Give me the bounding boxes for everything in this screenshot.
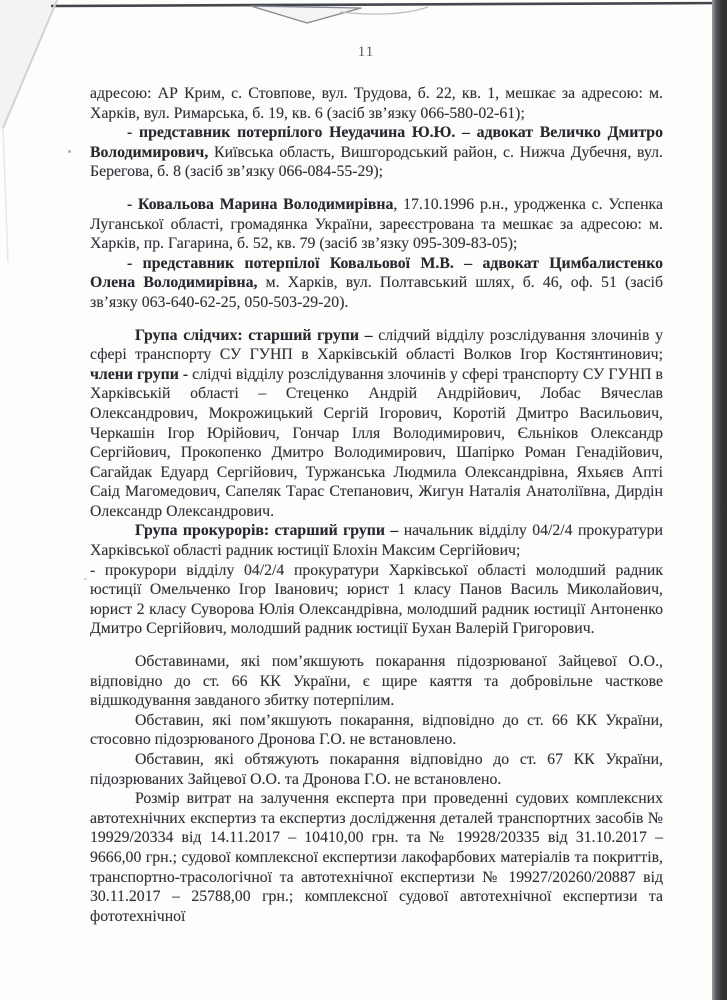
scan-edge-right — [712, 0, 727, 1000]
paragraph-p11 — [90, 789, 663, 926]
text-run: , 17.10.1996 р.н., уродженка с. Успенка Луганської області, громадянка України, зареєстрована та мешкає за адресою: м. Харків, пр. Гагарина, б. 52, кв. 79 (засіб зв’язку 095-309-83-05); — [90, 195, 663, 253]
text-run: Київська область, Вишгородський район, с. Нижча Дубечня, вул. Берегова, б. 8 (засіб зв’язку 066-084-55-29); — [90, 143, 663, 181]
paragraph-p2 — [90, 123, 663, 182]
text-run: слідчий відділу розслідування злочинів у сфері транспорту СУ ГУНП в Харківській області Волков Ігор Костянтинович; — [90, 326, 663, 364]
scan-speck — [68, 150, 71, 153]
paragraph-p8 — [90, 652, 663, 711]
scan-edge-top — [51, 3, 727, 6]
paragraph-p1 — [90, 84, 663, 123]
text-run: Обставин, які обтяжують покарання відповідно до ст. 67 КК України, підозрюваних Зайцевої О.О. та Дронова Г.О. не встановлено. — [90, 751, 663, 788]
paragraph-p6 — [90, 521, 663, 560]
text-run: начальник відділу 04/2/4 прокуратури Харківської області радник юстиції Блохін Максим Сергійович; — [90, 522, 664, 560]
scan-speck — [84, 578, 87, 580]
paragraph-p7 — [90, 561, 663, 639]
corner-fold-shadow — [0, 0, 55, 132]
page-fold-highlight — [340, 7, 428, 14]
paragraph-p5 — [90, 326, 663, 522]
text-run-bold: - Ковальова Марина Володимирівна — [127, 195, 394, 213]
text-run-bold: - представник потерпілого Неудачина Ю.Ю. – адвокат Величко Дмитро Володимирович, — [90, 124, 663, 161]
text-run-bold: - представник потерпілої Ковальової М.В. – адвокат Цимбалистенко Олена Володимирівна, — [90, 254, 663, 292]
text-run: Обставинами, які пом’якшують покарання підозрюваної Зайцевої О.О., відповідно до ст. 66 КК України, є щире каяття та добровільне часткове відшкодування завданого збитку потерпілим. — [90, 653, 663, 710]
text-run: Розмір витрат на залучення експерта при проведенні судових комплексних автотехнічних експертиз та експертиз дослідження деталей транспортних засобів № 19929/20334 від 14.11.2017 – 10410,00 грн. та № 19928/20335 від 31.10.2017 – 9666,00 грн.; судової комплексної експертизи лакофарбових матеріалів та покриттів, транспортно-трасологічної та автотехнічної експертизи № 19927/20260/20887 від 30.11.2017 – 25788,00 грн.; комплексної судової автотехнічної експертизи та фототехнічної — [90, 790, 663, 925]
text-run-bold: Група прокурорів: старший групи – — [135, 522, 399, 540]
page-crease-faint — [3, 128, 8, 262]
text-run: - прокурори відділу 04/2/4 прокуратури Харківської області молодший радник юстиції Омельченко Ігор Іванович; юрист 1 класу Панов Василь Миколайович, юрист 2 класу Суворова Юлія Олександрівна, молодший радник юстиції Антоненко Дмитро Сергійович, молодший радник юстиції Бухан Валерій Григорович. — [90, 561, 663, 638]
text-run: м. Харків, вул. Полтавський шлях, б. 46, оф. 51 (засіб зв’язку 063-640-62-25, 050-503-29-20). — [90, 274, 663, 311]
text-run: слідчі відділу розслідування злочинів у сфері транспорту СУ ГУНП в Харківській області – Стеценко Андрій Андрійович, Лобас Вячеслав Олександрович, Мокрожицький Сергій Ігорович, Коротій Дмитро Васильович, Черкашін Ігор Юрійович, Гончар Ілля Володимирович, Єльніков Олександр Сергійович, Прокопенко Дмитро Володимирович, Шапірко Роман Генадійович, Сагайдак Едуард Сергійович, Туржанська Людмила Олександрівна, Яхьяєв Апті Саід Магомедович, Сапеляк Тарас Степанович, Жигун Наталія Анатоліївна, Дирдін Олександр Олександрович. — [90, 365, 664, 520]
page-number: 11 — [357, 44, 375, 60]
text-run-bold: члени групи - — [90, 365, 189, 383]
text-run-bold: Група слідчих: старший групи – — [135, 326, 373, 344]
text-run: Обставин, які пом’якшують покарання, відповідно до ст. 66 КК України, стосовно підозрюваного Дронова Г.О. не встановлено. — [90, 711, 663, 749]
paragraph-p4 — [90, 254, 663, 313]
paragraph-p3 — [90, 195, 663, 254]
paragraph-p10 — [90, 750, 663, 789]
text-run: адресою: АР Крим, с. Стовпове, вул. Трудова, б. 22, кв. 1, мешкає за адресою: м. Харків, вул. Римарська, б. 19, кв. 6 (засіб зв’язку 066-580-02-61); — [90, 85, 663, 122]
page-fold-icon — [251, 6, 361, 23]
paragraph-p9 — [90, 711, 663, 750]
document-body — [90, 84, 663, 926]
page-crease-icon — [3, 0, 57, 128]
